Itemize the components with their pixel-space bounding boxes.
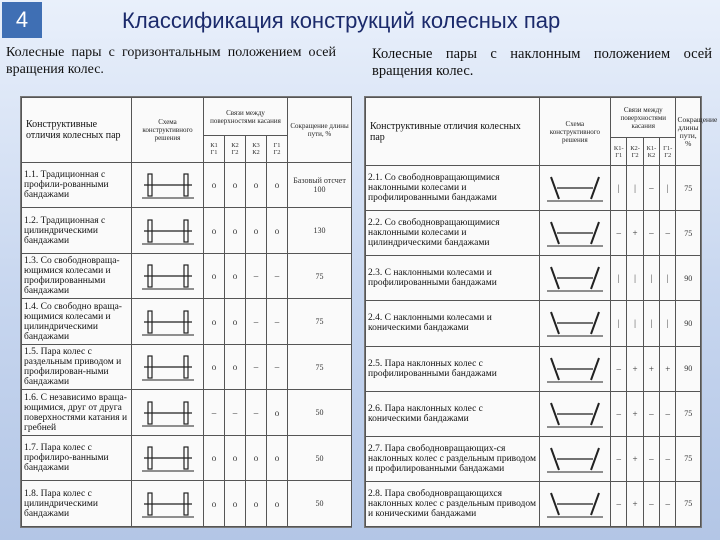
link-symbol: o <box>225 162 246 208</box>
table-row <box>366 436 701 481</box>
scheme-cell <box>539 256 610 301</box>
row-label: 2.3. С наклонными колесами и профилированными бандажами <box>366 256 540 301</box>
header-code: К1 Г1 <box>204 136 225 162</box>
table-row <box>366 166 701 211</box>
link-symbol: – <box>246 253 267 299</box>
scheme-cell <box>539 481 610 526</box>
link-symbol: | <box>611 166 627 211</box>
link-symbol: o <box>267 162 288 208</box>
reduction-value: 50 <box>288 390 352 436</box>
scheme-cell <box>132 390 204 436</box>
reduction-value: 90 <box>676 256 701 301</box>
link-symbol: – <box>611 346 627 391</box>
left-classification-table <box>20 96 352 528</box>
header-scheme: Схема конструктивного решения <box>539 98 610 166</box>
reduction-value: 75 <box>288 344 352 390</box>
scheme-cell <box>539 166 610 211</box>
table-row <box>22 435 352 481</box>
link-symbol: + <box>627 391 643 436</box>
link-symbol: + <box>627 436 643 481</box>
link-symbol: – <box>643 391 659 436</box>
link-symbol: – <box>660 481 676 526</box>
wheelset-scheme-icon <box>140 307 196 337</box>
reduction-value: 50 <box>288 435 352 481</box>
scheme-cell <box>132 481 204 527</box>
link-symbol: | <box>611 301 627 346</box>
table-row <box>366 481 701 526</box>
inclined-wheelset-scheme-icon <box>545 308 605 338</box>
row-label: 2.5. Пара наклонных колес с профилированными бандажами <box>366 346 540 391</box>
slide-number: 4 <box>2 2 42 38</box>
link-symbol: – <box>643 211 659 256</box>
header-features: Конструктивные отличия колесных пар <box>366 98 540 166</box>
link-symbol: o <box>267 435 288 481</box>
link-symbol: – <box>643 166 659 211</box>
header-scheme: Схема конструктивного решения <box>132 98 204 163</box>
link-symbol: – <box>660 211 676 256</box>
table-row <box>22 344 352 390</box>
link-symbol: o <box>225 208 246 254</box>
link-symbol: | <box>660 256 676 301</box>
link-symbol: | <box>643 301 659 346</box>
wheelset-scheme-icon <box>140 216 196 246</box>
link-symbol: o <box>246 435 267 481</box>
table-row <box>22 299 352 345</box>
link-symbol: o <box>225 299 246 345</box>
left-subtitle: Колесные пары с горизонтальным положением осей вращения колес. <box>6 45 336 77</box>
table-row <box>22 162 352 208</box>
table-row <box>22 208 352 254</box>
link-symbol: o <box>225 435 246 481</box>
link-symbol: | <box>660 166 676 211</box>
link-symbol: | <box>627 301 643 346</box>
row-label: 2.8. Пара свободновращающихся наклонных колес с раздельным приводом и коническими бандажами <box>366 481 540 526</box>
link-symbol: | <box>660 301 676 346</box>
header-code: К3 К2 <box>246 136 267 162</box>
link-symbol: + <box>627 481 643 526</box>
scheme-cell <box>539 436 610 481</box>
reduction-value: Базовый отсчет 100 <box>288 162 352 208</box>
table-row <box>366 301 701 346</box>
reduction-value: 90 <box>676 346 701 391</box>
inclined-wheelset-scheme-icon <box>545 263 605 293</box>
row-label: 2.2. Со свободновращающимися наклонными колесами и цилиндрическими бандажами <box>366 211 540 256</box>
reduction-value: 50 <box>288 481 352 527</box>
link-symbol: o <box>204 435 225 481</box>
table-row <box>366 211 701 256</box>
link-symbol: o <box>246 162 267 208</box>
header-code: К2-Г2 <box>627 138 643 166</box>
row-label: 1.3. Со свободновраща-ющимися колесами и профилированными бандажами <box>22 253 132 299</box>
header-reduction: Сокращение длины пути, % <box>676 98 701 166</box>
inclined-wheelset-scheme-icon <box>545 218 605 248</box>
link-symbol: – <box>267 253 288 299</box>
reduction-value: 75 <box>676 166 701 211</box>
link-symbol: – <box>611 391 627 436</box>
link-symbol: – <box>611 481 627 526</box>
header-code: Г1 Г2 <box>267 136 288 162</box>
link-symbol: o <box>225 253 246 299</box>
row-label: 2.6. Пара наклонных колес с коническими бандажами <box>366 391 540 436</box>
reduction-value: 75 <box>288 299 352 345</box>
link-symbol: o <box>204 299 225 345</box>
scheme-cell <box>539 391 610 436</box>
wheelset-scheme-icon <box>140 352 196 382</box>
link-symbol: o <box>246 481 267 527</box>
reduction-value: 75 <box>676 211 701 256</box>
link-symbol: – <box>611 436 627 481</box>
link-symbol: | <box>643 256 659 301</box>
scheme-cell <box>132 344 204 390</box>
link-symbol: o <box>204 162 225 208</box>
header-reduction: Сокращение длины пути, % <box>288 98 352 163</box>
right-classification-table <box>364 96 718 528</box>
link-symbol: | <box>627 256 643 301</box>
link-symbol: – <box>246 344 267 390</box>
table-row <box>22 481 352 527</box>
link-symbol: | <box>627 166 643 211</box>
table-row <box>22 390 352 436</box>
row-label: 2.1. Со свободновращающимися наклонными колесами и профилированными бандажами <box>366 166 540 211</box>
link-symbol: + <box>660 346 676 391</box>
wheelset-scheme-icon <box>140 398 196 428</box>
scheme-cell <box>132 253 204 299</box>
inclined-wheelset-scheme-icon <box>545 173 605 203</box>
header-links: Связи между поверхностями касания <box>611 98 676 138</box>
link-symbol: – <box>246 299 267 345</box>
wheelset-scheme-icon <box>140 170 196 200</box>
link-symbol: o <box>204 344 225 390</box>
link-symbol: – <box>225 390 246 436</box>
link-symbol: + <box>627 211 643 256</box>
inclined-wheelset-scheme-icon <box>545 489 605 519</box>
table-row <box>366 346 701 391</box>
inclined-wheelset-scheme-icon <box>545 399 605 429</box>
header-code: К1-Г1 <box>611 138 627 166</box>
reduction-value: 75 <box>676 436 701 481</box>
table-row <box>22 253 352 299</box>
link-symbol: – <box>643 436 659 481</box>
link-symbol: – <box>204 390 225 436</box>
scheme-cell <box>539 301 610 346</box>
inclined-wheelset-scheme-icon <box>545 444 605 474</box>
header-code: К2 Г2 <box>225 136 246 162</box>
link-symbol: + <box>627 346 643 391</box>
row-label: 1.2. Традиционная с цилиндрическими бандажами <box>22 208 132 254</box>
link-symbol: o <box>204 208 225 254</box>
header-code: Г1-Г2 <box>660 138 676 166</box>
reduction-value: 130 <box>288 208 352 254</box>
link-symbol: – <box>267 299 288 345</box>
row-label: 1.1. Традиционная с профили-рованными бандажами <box>22 162 132 208</box>
wheelset-scheme-icon <box>140 443 196 473</box>
link-symbol: – <box>246 390 267 436</box>
scheme-cell <box>539 211 610 256</box>
header-features: Конструктивные отличия колесных пар <box>22 98 132 163</box>
link-symbol: o <box>246 208 267 254</box>
link-symbol: – <box>660 436 676 481</box>
table-row <box>366 256 701 301</box>
link-symbol: | <box>611 256 627 301</box>
row-label: 1.8. Пара колес с цилиндрическими бандажами <box>22 481 132 527</box>
scheme-cell <box>132 208 204 254</box>
link-symbol: + <box>643 346 659 391</box>
link-symbol: o <box>225 344 246 390</box>
wheelset-scheme-icon <box>140 261 196 291</box>
scheme-cell <box>132 162 204 208</box>
reduction-value: 75 <box>676 391 701 436</box>
inclined-wheelset-scheme-icon <box>545 354 605 384</box>
header-code: К1-К2 <box>643 138 659 166</box>
row-label: 1.5. Пара колес с раздельным приводом и профилирован-ными бандажами <box>22 344 132 390</box>
scheme-cell <box>132 435 204 481</box>
row-label: 1.7. Пара колес с профилиро-ванными бандажами <box>22 435 132 481</box>
link-symbol: o <box>267 390 288 436</box>
reduction-value: 90 <box>676 301 701 346</box>
link-symbol: – <box>267 344 288 390</box>
scheme-cell <box>539 346 610 391</box>
link-symbol: o <box>204 481 225 527</box>
link-symbol: – <box>643 481 659 526</box>
link-symbol: – <box>660 391 676 436</box>
row-label: 1.6. С независимо враща-ющимися, друг от друга поверхностями катания и гребней <box>22 390 132 436</box>
link-symbol: o <box>267 208 288 254</box>
link-symbol: – <box>611 211 627 256</box>
link-symbol: o <box>204 253 225 299</box>
reduction-value: 75 <box>288 253 352 299</box>
right-subtitle: Колесные пары с наклонным положением осей вращения колес. <box>372 46 712 79</box>
scheme-cell <box>132 299 204 345</box>
row-label: 1.4. Со свободно враща-ющимися колесами и цилиндрическими бандажами <box>22 299 132 345</box>
link-symbol: o <box>225 481 246 527</box>
slide-title: Классификация конструкций колесных пар <box>122 8 561 33</box>
row-label: 2.4. С наклонными колесами и коническими бандажами <box>366 301 540 346</box>
link-symbol: o <box>267 481 288 527</box>
header-links: Связи между поверхностями касания <box>204 98 288 136</box>
wheelset-scheme-icon <box>140 489 196 519</box>
table-row <box>366 391 701 436</box>
reduction-value: 75 <box>676 481 701 526</box>
row-label: 2.7. Пара свободновращающих-ся наклонных колес с раздельным приводом и профилированными бандажами <box>366 436 540 481</box>
